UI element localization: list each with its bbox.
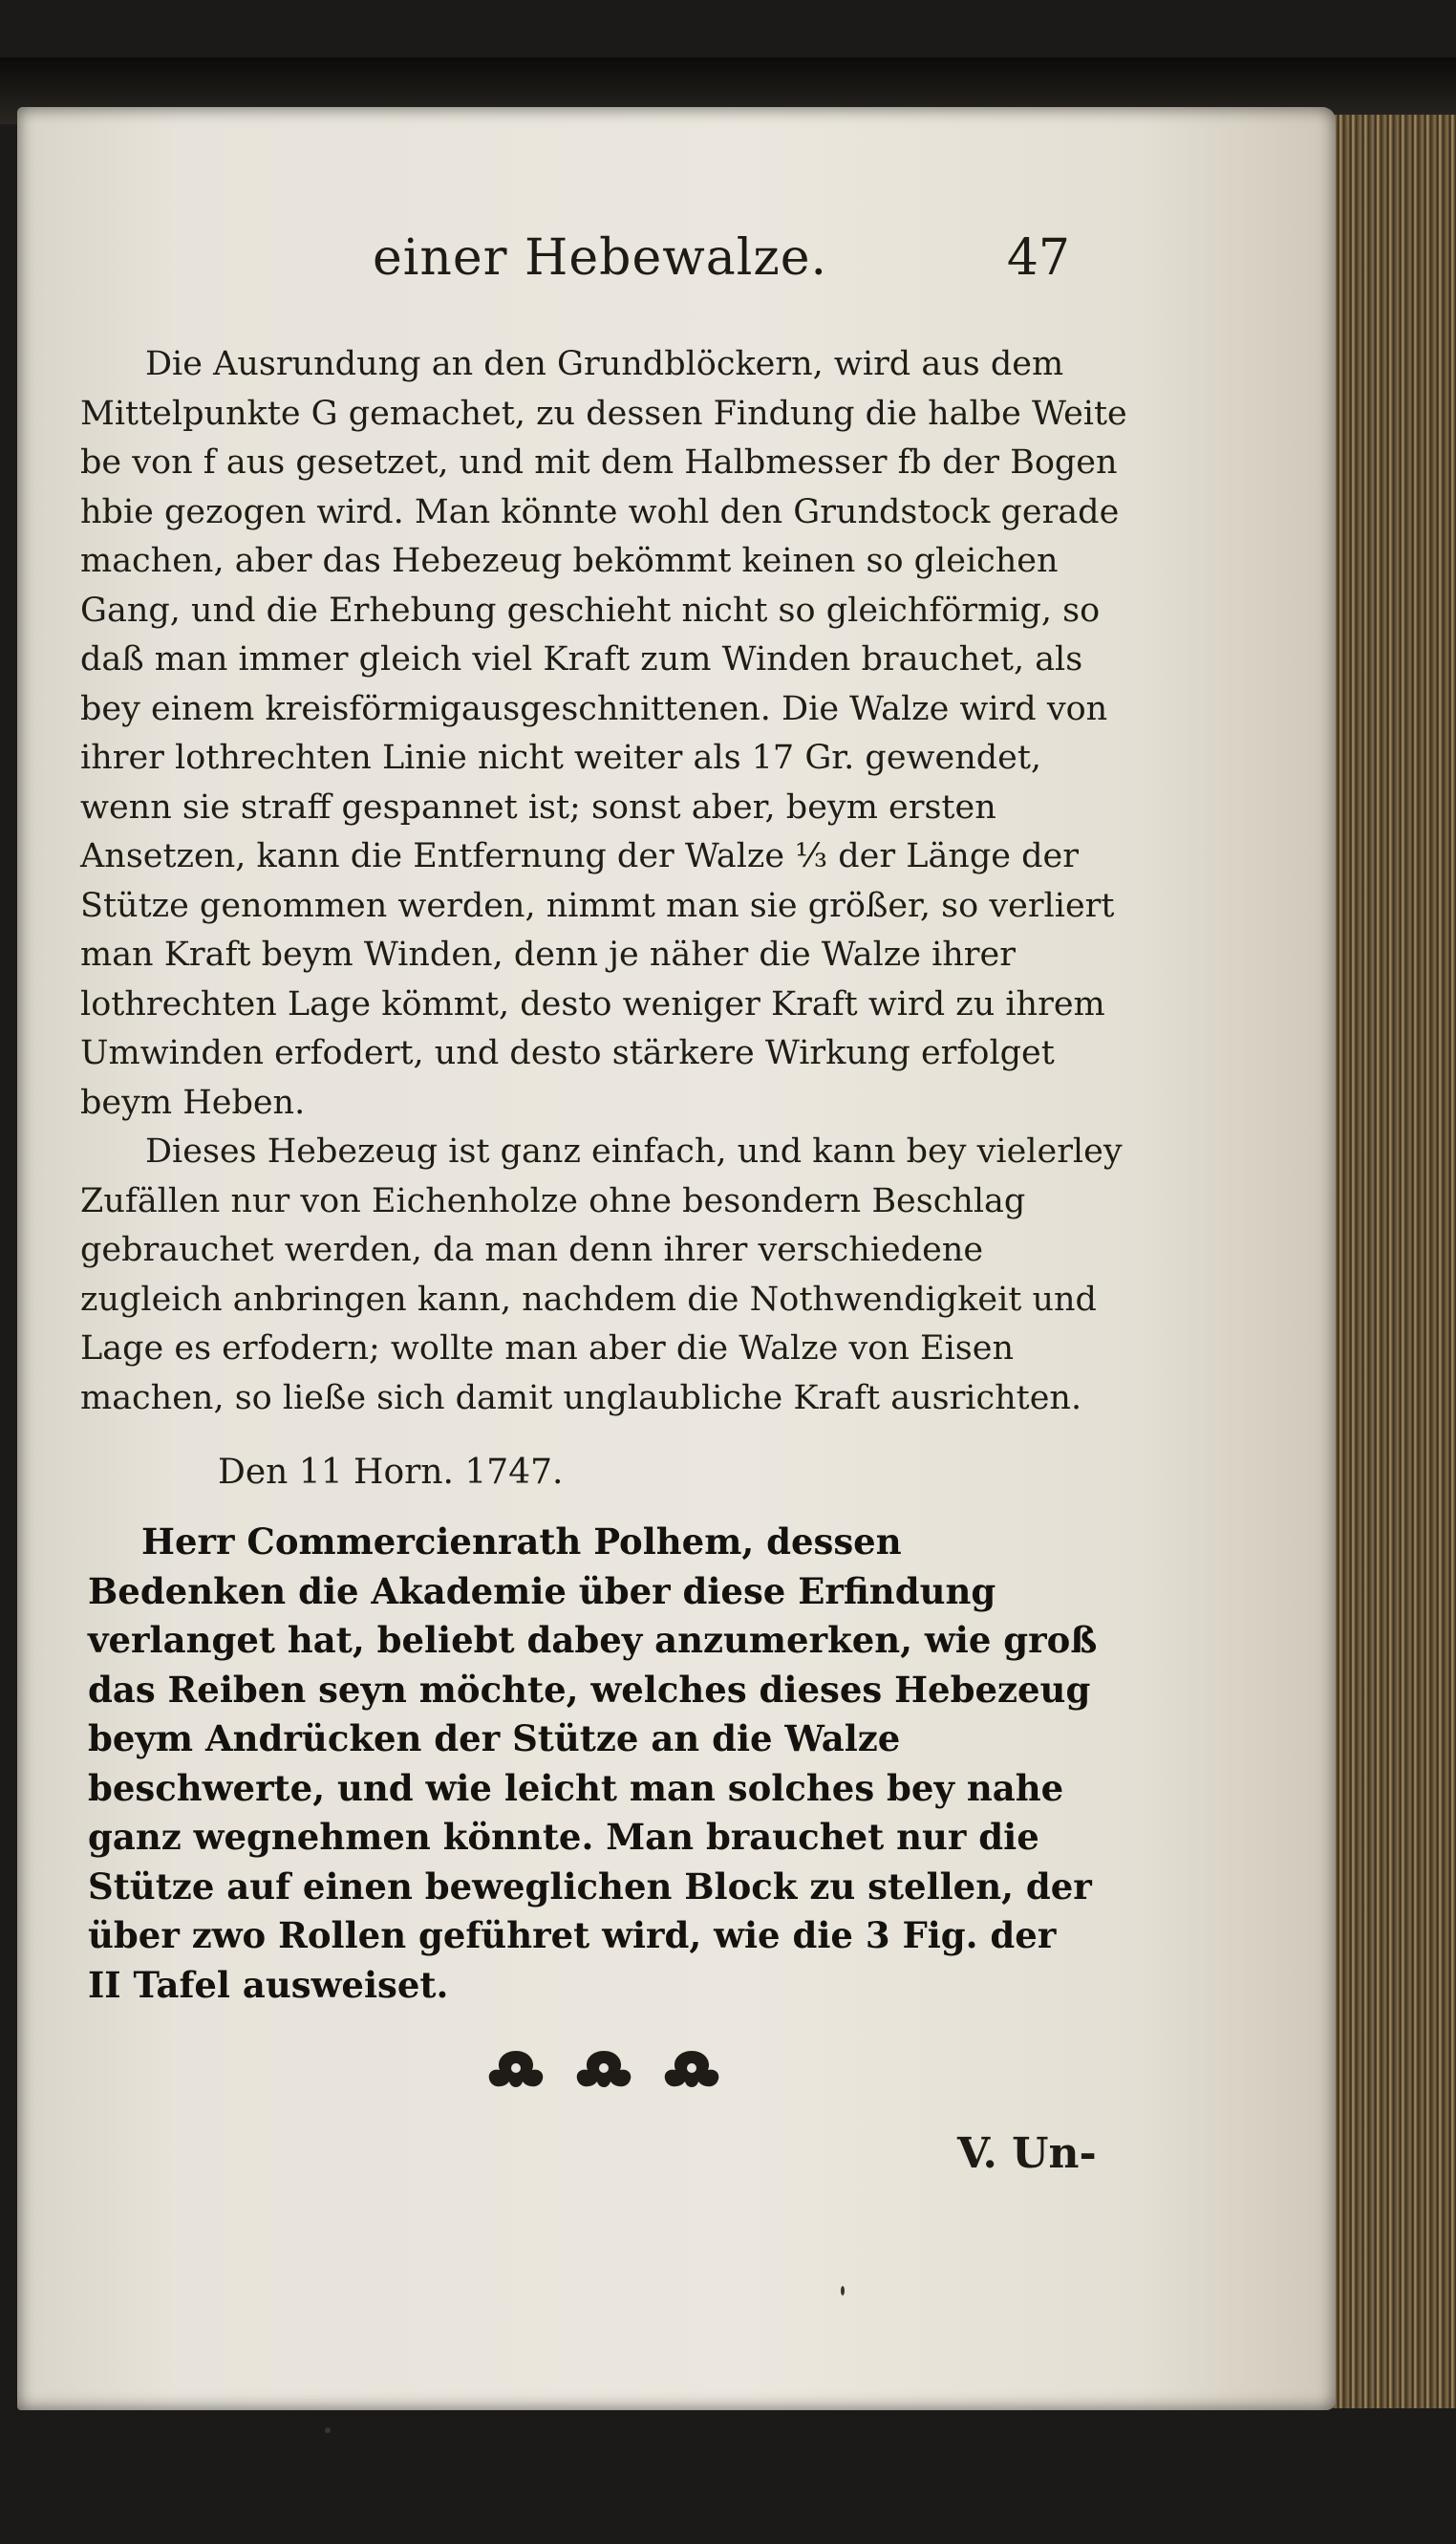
ornament-row [470, 2041, 738, 2099]
body-text-upper [80, 340, 1131, 1423]
fleuron-ornament-icon [658, 2045, 725, 2095]
page-edges [1318, 115, 1456, 2408]
body-text-lower [88, 1518, 1101, 2010]
page-header [57, 229, 1070, 306]
ink-speck [325, 2427, 331, 2433]
fleuron-ornament-icon [570, 2045, 637, 2095]
catchword: V. Un- [957, 2129, 1097, 2178]
page-number: 47 [1006, 229, 1070, 287]
running-head: einer Hebewalze. [373, 229, 828, 287]
paragraph-3: Herr Commercienrath Polhem, dessen Bedenken die Akademie über diese Erfindung verlanget hat, beliebt dabey anzumerken, wie groß das Reiben seyn möchte, welches dieses Hebezeug beym Andrücken der Stütze an die Walze beschwerte, und wie leicht man solches bey nahe ganz wegnehmen könnte. Man brauchet nur die Stütze auf einen beweglichen Block zu stellen, der über zwo Rollen geführet wird, wie die 3 Fig. der II Tafel ausweiset. [88, 1520, 1098, 2006]
fleuron-ornament-icon [482, 2045, 549, 2095]
paragraph-2: Dieses Hebezeug ist ganz einfach, und kann bey vielerley Zufällen nur von Eichenholze ohne besondern Beschlag gebrauchet werden, da man denn ihrer verschiedene zugleich anbringen kann, nachdem die Nothwendigkeit und Lage es erfodern; wollte man aber die Walze von Eisen machen, so ließe sich damit unglaubliche Kraft ausrichten. [80, 1132, 1123, 1417]
ink-speck [841, 2286, 845, 2296]
dateline: Den 11 Horn. 1747. [218, 1453, 564, 1492]
paragraph-1: Die Ausrundung an den Grundblöckern, wird aus dem Mittelpunkte G gemachet, zu dessen Findung die halbe Weite be von f aus gesetzet, und mit dem Halbmesser fb der Bogen hbie gezogen wird. Man könnte wohl den Grundstock gerade machen, aber das Hebezeug bekömmt keinen so gleichen Gang, und die Erhebung geschieht nicht so gleichförmig, so daß man immer gleich viel Kraft zum Winden brauchet, als bey einem kreisförmigausgeschnittenen. Die Walze wird von ihrer lothrechten Linie nicht weiter als 17 Gr. gewendet, wenn sie straff gespannet ist; sonst aber, beym ersten Ansetzen, kann die Entfernung der Walze ⅓ der Länge der Stütze genommen werden, nimmt man sie größer, so verliert man Kraft beym Winden, denn je näher die Walze ihrer lothrechten Lage kömmt, desto weniger Kraft wird zu ihrem Umwinden erfodert, und desto stärkere Wirkung erfolget beym Heben. [80, 345, 1127, 1122]
